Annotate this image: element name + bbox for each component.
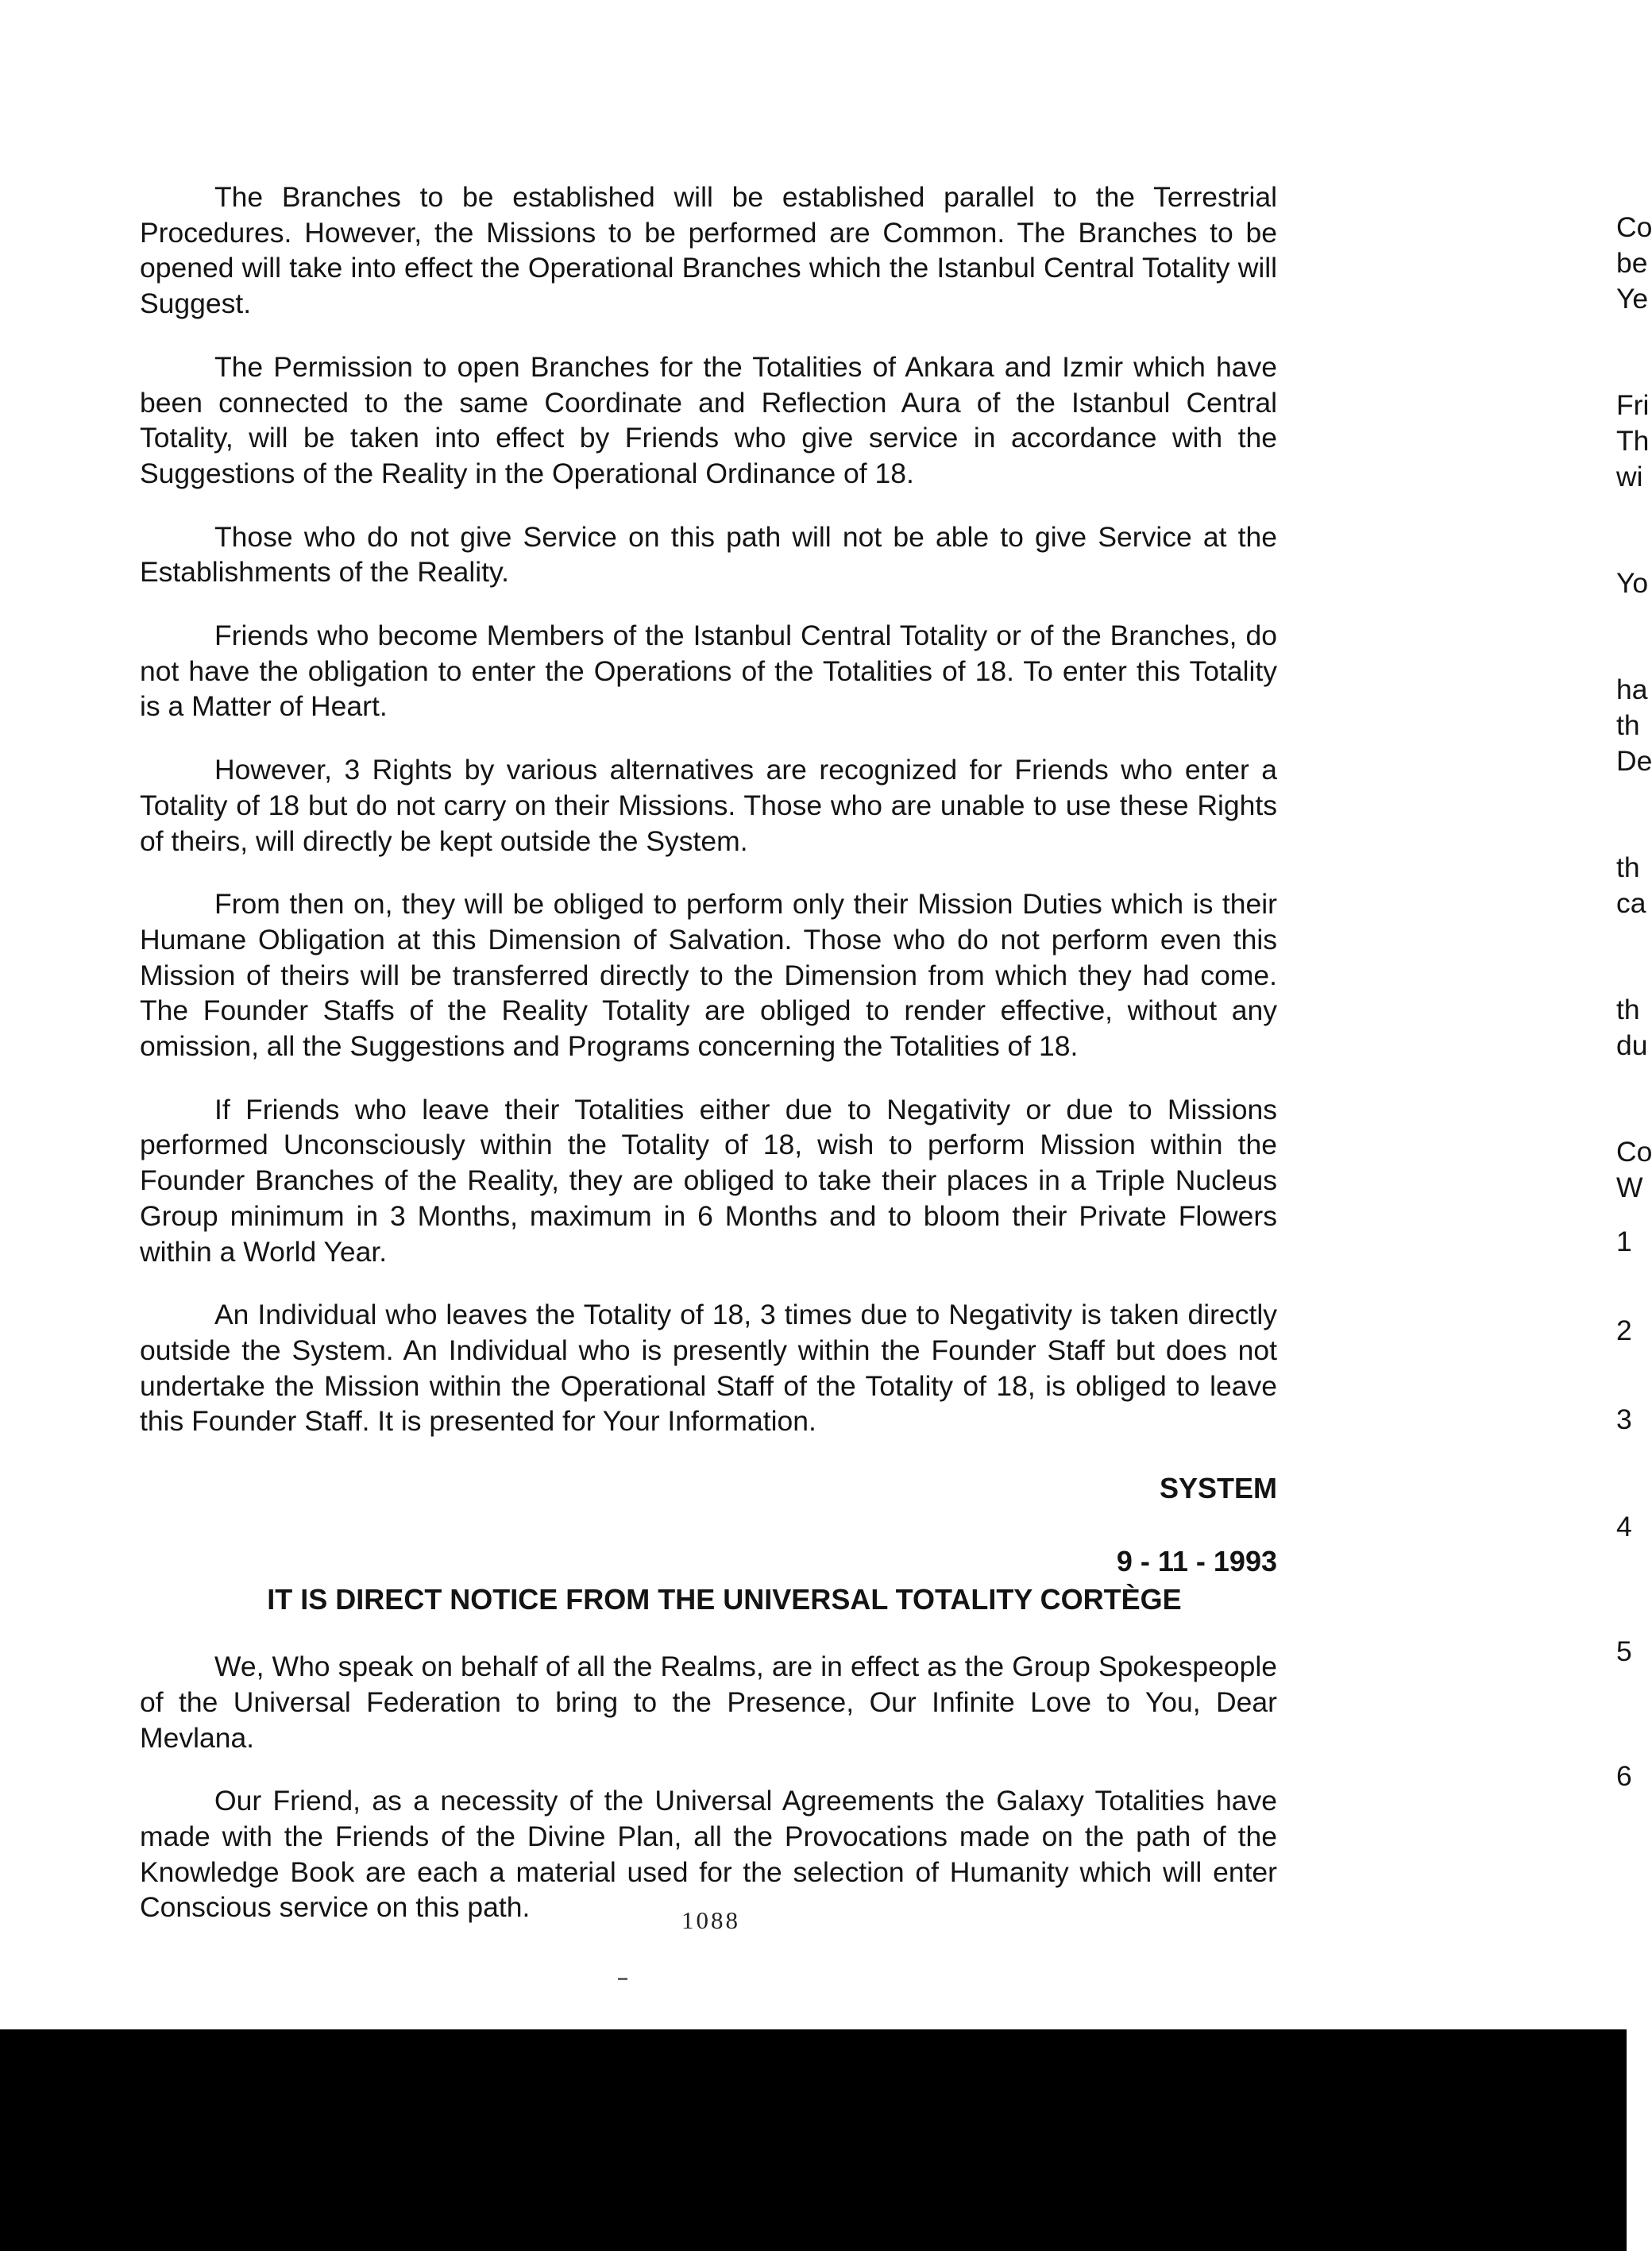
edge-fragment: du bbox=[1616, 1029, 1648, 1061]
edge-fragment: Th bbox=[1616, 425, 1650, 457]
paragraph-negativity: If Friends who leave their Totalities either due to Negativity or due to Missions performed Unconsciously within the Totality of 18, wish to perform Mission within the Founder Branches of the Reality, they are obliged to take their places in a Triple Nucleus Group minimum in 3 Months, maximum in 6 Months and to bloom their Private Flowers within a World Year. bbox=[140, 1093, 1277, 1268]
edge-fragment: De bbox=[1616, 745, 1652, 777]
edge-fragment: Co bbox=[1616, 1136, 1652, 1168]
edge-fragment: ca bbox=[1616, 887, 1646, 919]
paragraph-members: Friends who become Members of the Istanbul Central Totality or of the Branches, do not have the obligation to enter the Operations of the Totalities of 18. To enter this Totality is a Matter of Heart. bbox=[140, 620, 1277, 723]
edge-fragment: ha bbox=[1616, 674, 1648, 705]
edge-fragment: 1 bbox=[1616, 1226, 1632, 1257]
main-text-column bbox=[140, 180, 1277, 1925]
paragraph-founder-staff: An Individual who leaves the Totality of 18, 3 times due to Negativity is taken directly outside the System. An Individual who is presently within the Founder Staff but does not undertake the Mission within the Operational Staff of the Totality of 18, is obliged to leave this Founder Staff. It is presented for Your Information. bbox=[140, 1299, 1277, 1438]
signature-system: SYSTEM bbox=[1159, 1472, 1277, 1505]
edge-fragment: Ye bbox=[1616, 283, 1649, 315]
edge-fragment: wi bbox=[1616, 461, 1643, 492]
edge-fragment: W bbox=[1616, 1172, 1643, 1203]
edge-fragment: 2 bbox=[1616, 1315, 1632, 1346]
edge-fragment: Fri bbox=[1616, 389, 1650, 421]
edge-fragment: 6 bbox=[1616, 1760, 1632, 1792]
edge-fragment: 3 bbox=[1616, 1403, 1632, 1435]
paragraph-spokespeople: We, Who speak on behalf of all the Realms, are in effect as the Group Spokespeople of the Universal Federation to bring to the Presence, Our Infinite Love to You, Dear Mevlana. bbox=[140, 1651, 1277, 1754]
edge-fragment: be bbox=[1616, 247, 1648, 279]
paragraph-agreements: Our Friend, as a necessity of the Universal Agreements the Galaxy Totalities have made with the Friends of the Divine Plan, all the Provocations made on the path of the Knowledge Book are each a material used for the selection of Humanity which will enter Conscious service on this path. bbox=[140, 1785, 1277, 1924]
edge-fragment: th bbox=[1616, 851, 1640, 883]
adjacent-page-edge bbox=[1616, 0, 1652, 2029]
edge-fragment: 5 bbox=[1616, 1635, 1632, 1667]
paragraph-obligations: From then on, they will be obliged to perform only their Mission Duties which is their Humane Obligation at this Dimension of Salvation. Those who do not perform even this Mission of theirs will be transferred directly to the Dimension from which they had come. The Founder Staffs of the Reality Totality are obliged to render effective, without any omission, all the Suggestions and Programs concerning the Totalities of 18. bbox=[140, 888, 1277, 1063]
paragraph-branches: The Branches to be established will be established parallel to the Terrestrial Procedures. However, the Missions to be performed are Common. The Branches to be opened will take into effect the Operational Branches which the Istanbul Central Totality will Suggest. bbox=[140, 181, 1277, 320]
scanner-black-border bbox=[0, 2029, 1627, 2251]
paragraph-rights: However, 3 Rights by various alternatives are recognized for Friends who enter a Totality of 18 but do not carry on their Missions. Those who are unable to use these Rights of theirs, will directly be kept outside the System. bbox=[140, 754, 1277, 857]
edge-fragment: 4 bbox=[1616, 1511, 1632, 1542]
edge-fragment: Yo bbox=[1616, 567, 1649, 599]
notice-date: 9 - 11 - 1993 bbox=[1116, 1545, 1277, 1578]
edge-fragment: Co bbox=[1616, 211, 1652, 243]
edge-fragment: th bbox=[1616, 994, 1640, 1025]
edge-fragment: th bbox=[1616, 709, 1640, 741]
notice-heading: IT IS DIRECT NOTICE FROM THE UNIVERSAL TOTALITY CORTÈGE bbox=[267, 1583, 1182, 1616]
scan-mark bbox=[618, 1978, 627, 1980]
paragraph-permission: The Permission to open Branches for the Totalities of Ankara and Izmir which have been connected to the same Coordinate and Reflection Aura of the Istanbul Central Totality, will be taken into effect by Friends who give service in accordance with the Suggestions of the Reality in the Operational Ordinance of 18. bbox=[140, 350, 1277, 489]
page-number: 1088 bbox=[681, 1906, 740, 1934]
paragraph-service: Those who do not give Service on this path will not be able to give Service at the Establishments of the Reality. bbox=[140, 520, 1277, 589]
